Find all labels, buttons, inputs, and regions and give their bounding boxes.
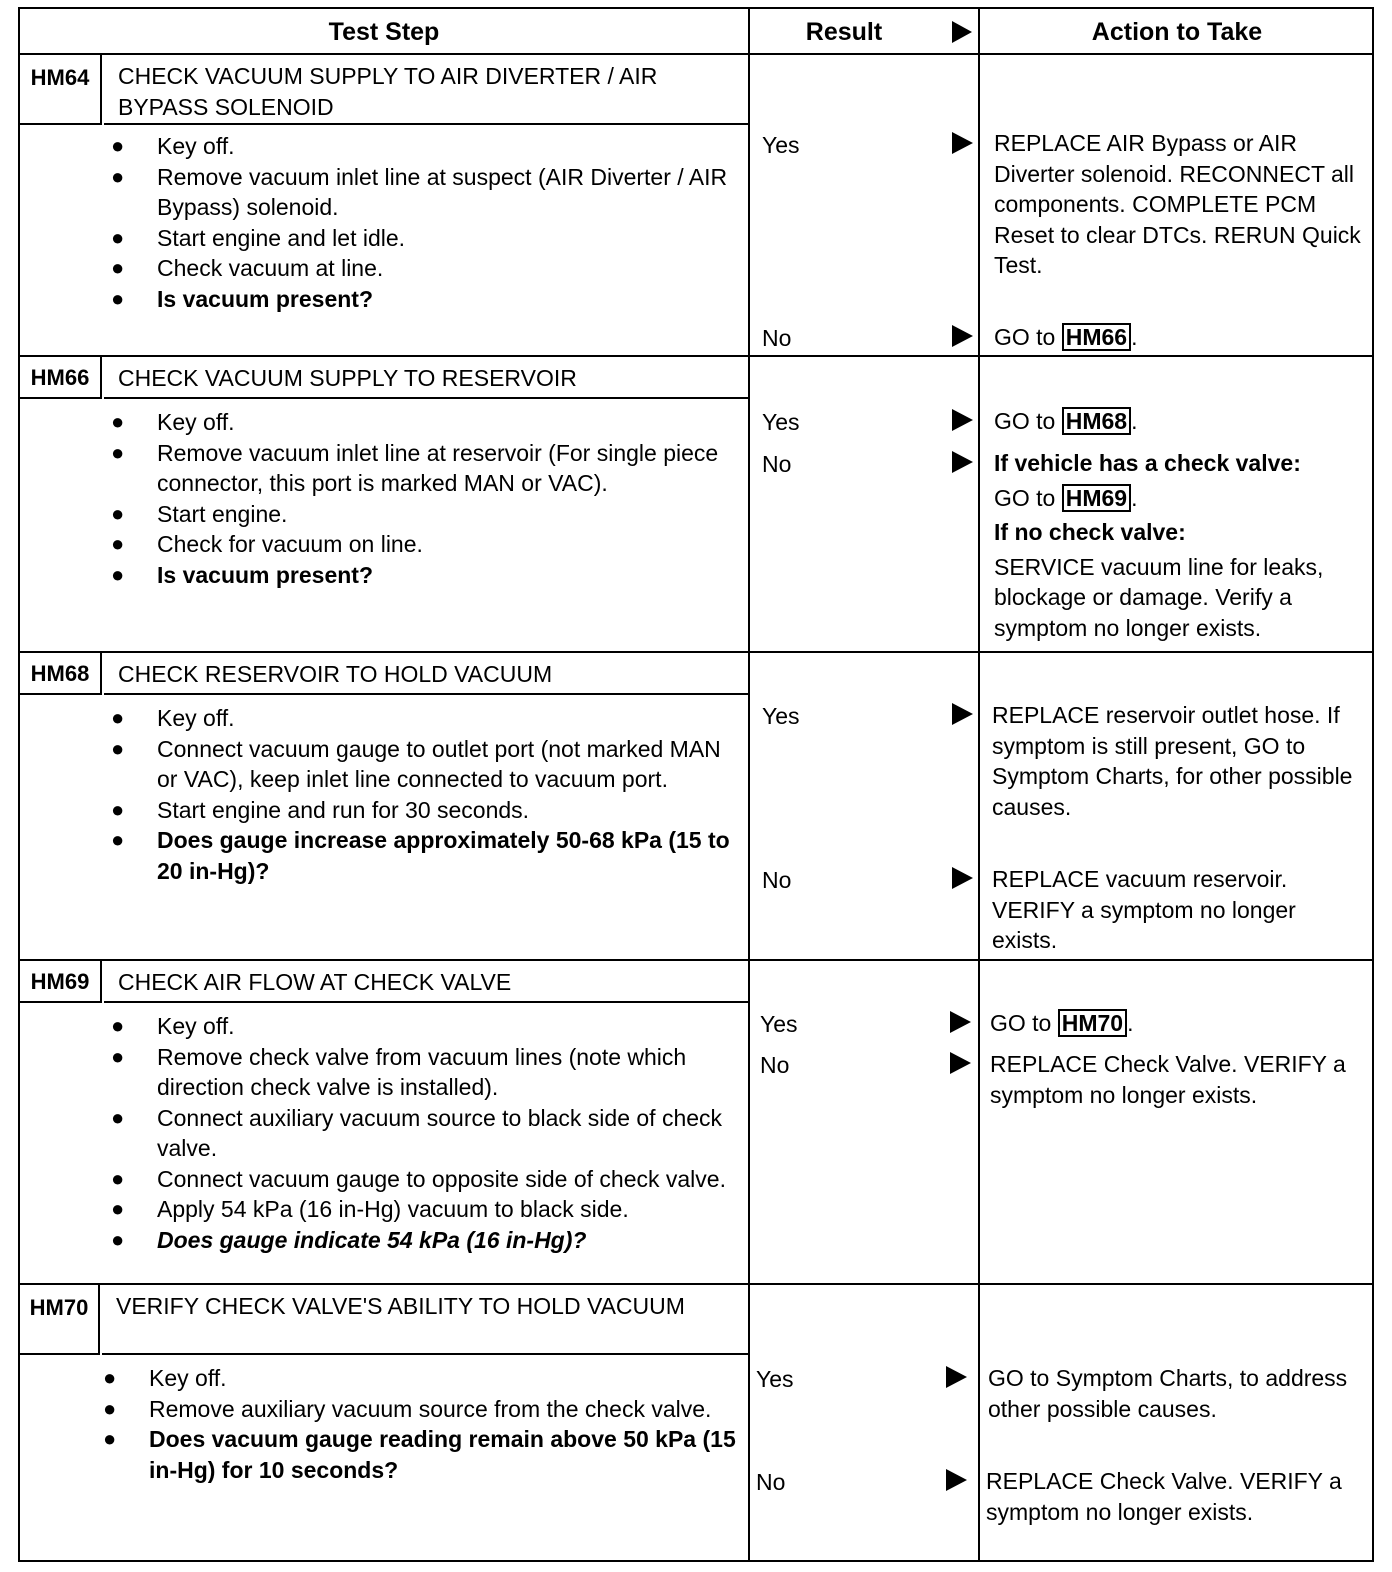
result-yes: Yes <box>762 703 800 729</box>
question-item: ● Does vacuum gauge reading remain above 50 kPa (15 in-Hg) for 10 seconds? <box>98 1424 736 1485</box>
step-instructions <box>106 131 736 314</box>
test-step-hm69 <box>20 961 750 1283</box>
question-item: ● Is vacuum present? <box>106 284 736 315</box>
test-step-hm70 <box>20 1285 750 1562</box>
instruction-item: ● Key off. <box>106 703 736 734</box>
step-title: CHECK VACUUM SUPPLY TO AIR DIVERTER / AIR BYPASS SOLENOID <box>104 55 750 125</box>
step-title: CHECK VACUUM SUPPLY TO RESERVOIR <box>104 357 750 399</box>
instruction-item: ● Remove vacuum inlet line at reservoir (For single piece connector, this port is marked MAN or VAC). <box>106 438 736 499</box>
step-instructions <box>106 703 736 886</box>
action-text: GO to HM68 . <box>994 408 1138 434</box>
action-text: GO to HM70 . <box>990 1010 1134 1036</box>
instruction-item: ● Remove auxiliary vacuum source from the check valve. <box>98 1394 736 1425</box>
result-yes: Yes <box>762 132 800 158</box>
step-reference[interactable]: HM70 <box>1058 1009 1127 1037</box>
step-code: HM69 <box>20 961 102 1003</box>
step-code: HM70 <box>20 1285 100 1355</box>
instruction-item: ● Remove vacuum inlet line at suspect (AIR Diverter / AIR Bypass) solenoid. <box>106 162 736 223</box>
arrow-icon <box>952 451 973 473</box>
instruction-item: ● Connect auxiliary vacuum source to black side of check valve. <box>106 1103 736 1164</box>
test-step-hm64 <box>20 55 750 355</box>
action-text: GO to HM66 . <box>994 324 1138 350</box>
step-code: HM64 <box>20 55 102 125</box>
step-title: CHECK AIR FLOW AT CHECK VALVE <box>104 961 750 1003</box>
diagnostic-table <box>18 7 1374 1562</box>
header-result: Result <box>805 18 883 46</box>
step-instructions <box>98 1363 736 1485</box>
arrow-icon <box>952 867 973 889</box>
instruction-item: ● Key off. <box>98 1363 736 1394</box>
arrow-icon <box>950 1052 971 1074</box>
action-text: REPLACE Check Valve. VERIFY a symptom no longer exists. <box>990 1051 1346 1108</box>
question-item: ● Does gauge increase approximately 50-68 kPa (15 to 20 in-Hg)? <box>106 825 736 886</box>
step-instructions <box>106 1011 736 1255</box>
action-text: REPLACE AIR Bypass or AIR Diverter solenoid. RECONNECT all components. COMPLETE PCM Reset to clear DTCs. RERUN Quick Test. <box>994 130 1361 278</box>
test-step-hm68 <box>20 653 750 959</box>
action-text: REPLACE Check Valve. VERIFY a symptom no longer exists. <box>986 1468 1342 1525</box>
arrow-icon <box>952 132 973 154</box>
condition-label: If vehicle has a check valve: <box>994 450 1301 476</box>
question-item: ● Does gauge indicate 54 kPa (16 in-Hg)? <box>106 1225 736 1256</box>
instruction-item: ● Check vacuum at line. <box>106 253 736 284</box>
result-no: No <box>760 1052 790 1078</box>
instruction-item: ● Start engine. <box>106 499 736 530</box>
instruction-item: ● Key off. <box>106 407 736 438</box>
instruction-item: ● Key off. <box>106 1011 736 1042</box>
header-test-step: Test Step <box>328 18 440 46</box>
instruction-item: ● Check for vacuum on line. <box>106 529 736 560</box>
step-title: CHECK RESERVOIR TO HOLD VACUUM <box>104 653 750 695</box>
instruction-item: ● Start engine and let idle. <box>106 223 736 254</box>
step-code: HM68 <box>20 653 102 695</box>
header-action: Action to Take <box>1091 18 1263 46</box>
step-reference[interactable]: HM68 <box>1062 407 1131 435</box>
instruction-item: ● Connect vacuum gauge to outlet port (not marked MAN or VAC), keep inlet line connected to vacuum port. <box>106 734 736 795</box>
condition-label: If no check valve: <box>994 519 1186 545</box>
arrow-icon <box>950 1011 971 1033</box>
question-item: ● Is vacuum present? <box>106 560 736 591</box>
result-no: No <box>762 325 792 351</box>
result-yes: Yes <box>760 1011 798 1037</box>
column-divider <box>978 9 980 1560</box>
step-reference[interactable]: HM66 <box>1062 323 1131 351</box>
action-text: GO to Symptom Charts, to address other possible causes. <box>988 1365 1348 1422</box>
step-code: HM66 <box>20 357 102 399</box>
test-step-hm66 <box>20 357 750 651</box>
action-text: REPLACE reservoir outlet hose. If symptom is still present, GO to Symptom Charts, for other possible causes. <box>992 702 1353 820</box>
action-text: If vehicle has a check valve: GO to HM69 . If no check valve: SERVICE vacuum line for leaks, blockage or damage. Verify a symptom no longer exists. <box>994 448 1370 643</box>
instruction-item: ● Apply 54 kPa (16 in-Hg) vacuum to black side. <box>106 1194 736 1225</box>
instruction-item: ● Remove check valve from vacuum lines (note which direction check valve is installed). <box>106 1042 736 1103</box>
instruction-item: ● Key off. <box>106 131 736 162</box>
arrow-icon <box>946 1366 967 1388</box>
step-reference[interactable]: HM69 <box>1062 484 1131 512</box>
instruction-item: ● Connect vacuum gauge to opposite side of check valve. <box>106 1164 736 1195</box>
result-yes: Yes <box>756 1366 794 1392</box>
step-title: VERIFY CHECK VALVE'S ABILITY TO HOLD VACUUM <box>102 1285 750 1355</box>
arrow-icon <box>952 703 973 725</box>
arrow-icon <box>952 21 972 43</box>
step-instructions <box>106 407 736 590</box>
result-yes: Yes <box>762 409 800 435</box>
instruction-item: ● Start engine and run for 30 seconds. <box>106 795 736 826</box>
result-no: No <box>756 1469 786 1495</box>
arrow-icon <box>952 325 973 347</box>
result-no: No <box>762 451 792 477</box>
result-no: No <box>762 867 792 893</box>
action-text: REPLACE vacuum reservoir. VERIFY a symptom no longer exists. <box>992 866 1296 953</box>
arrow-icon <box>946 1469 967 1491</box>
arrow-icon <box>952 409 973 431</box>
